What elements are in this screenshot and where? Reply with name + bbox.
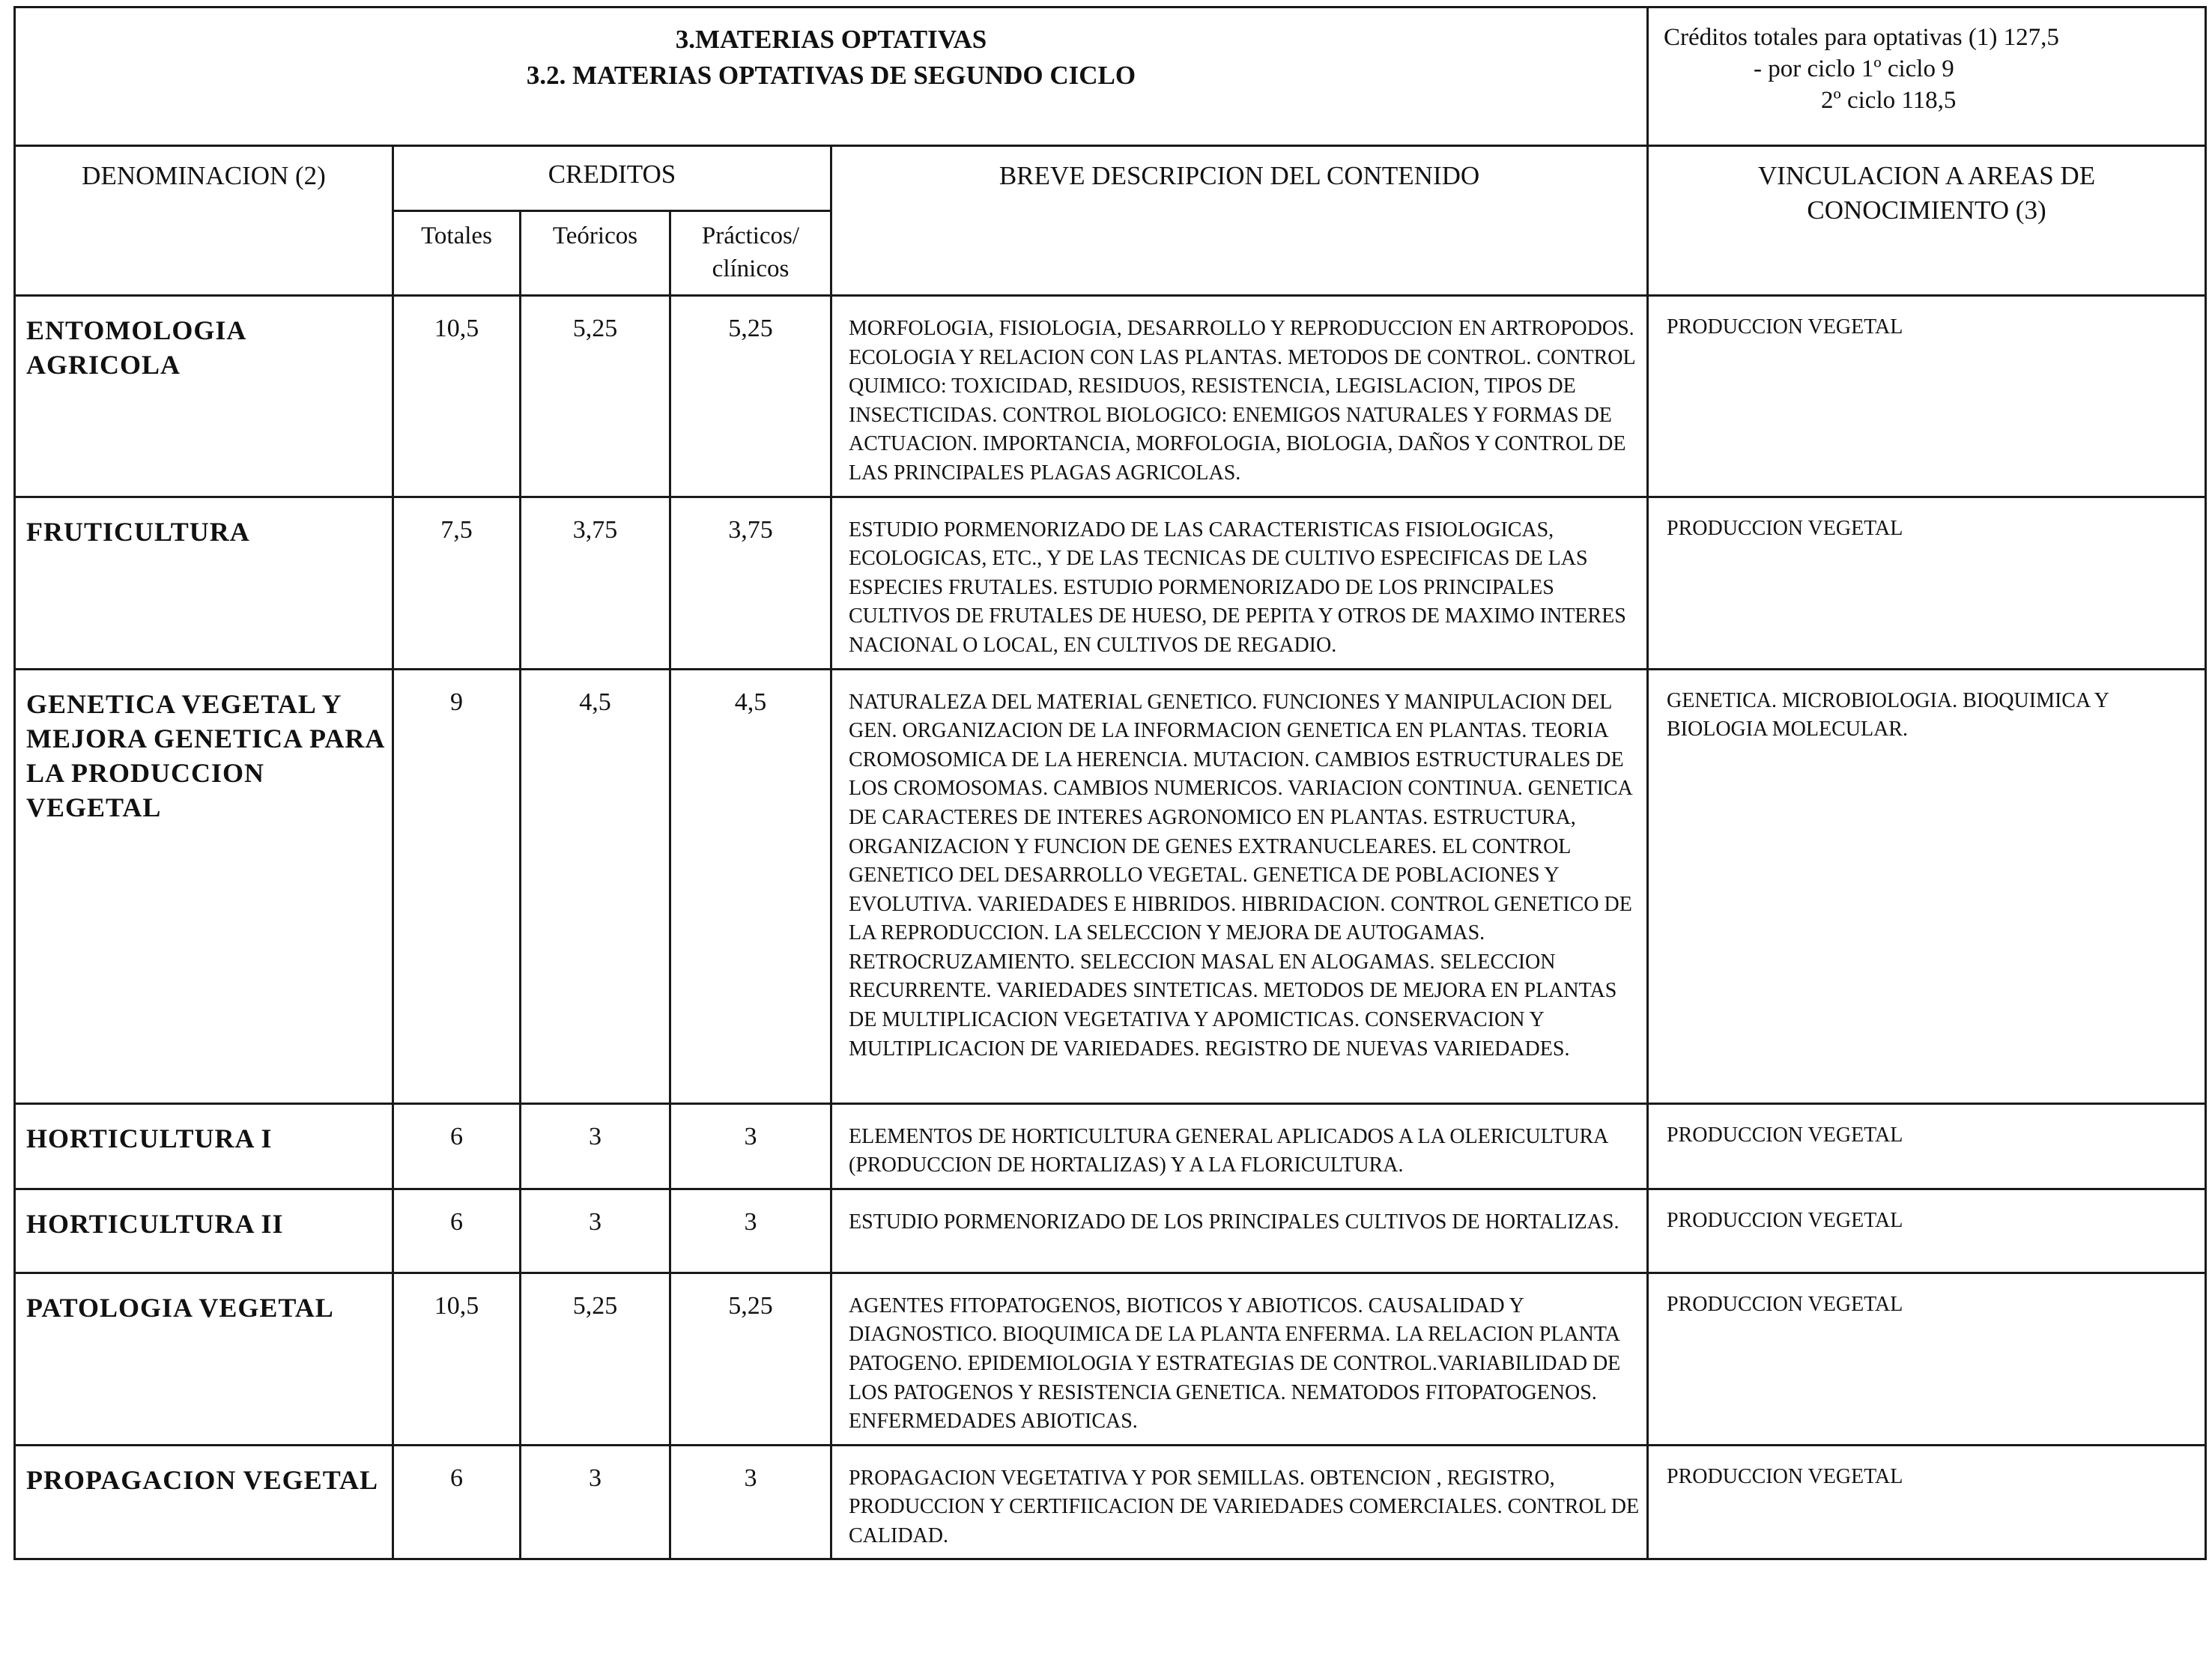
knowledge-area: GENETICA. MICROBIOLOGIA. BIOQUIMICA Y BIOLOGIA MOLECULAR. xyxy=(1648,669,2206,1103)
header-vinculacion xyxy=(1648,146,2206,296)
credits-totales: 10,5 xyxy=(393,1273,521,1445)
credits-teoricos: 5,25 xyxy=(521,1273,670,1445)
header-vinculacion-line-2: CONOCIMIENTO (3) xyxy=(1807,195,2046,225)
knowledge-area: PRODUCCION VEGETAL xyxy=(1648,1189,2206,1273)
subject-name: HORTICULTURA I xyxy=(15,1103,393,1189)
optativas-table xyxy=(13,6,2207,1560)
credits-cycle2-line: 2º ciclo 118,5 xyxy=(1821,87,1957,114)
header-teoricos: Teóricos xyxy=(521,211,670,296)
header-descripcion: BREVE DESCRIPCION DEL CONTENIDO xyxy=(831,146,1648,296)
credits-practicos: 3 xyxy=(670,1189,831,1273)
credits-cycle1-line: - por ciclo 1º ciclo 9 xyxy=(1754,55,1954,82)
credits-totales: 6 xyxy=(393,1189,521,1273)
header-totales: Totales xyxy=(393,211,521,296)
document-page xyxy=(13,6,2205,1560)
credits-totales: 7,5 xyxy=(393,497,521,669)
credits-totales: 10,5 xyxy=(393,296,521,497)
credits-teoricos: 3 xyxy=(521,1445,670,1559)
knowledge-area: PRODUCCION VEGETAL xyxy=(1648,1103,2206,1189)
credits-summary-cell xyxy=(1648,7,2206,146)
table-row xyxy=(15,1189,2206,1273)
subject-name: GENETICA VEGETAL Y MEJORA GENETICA PARA LA PRODUCCION VEGETAL xyxy=(15,669,393,1103)
table-row xyxy=(15,296,2206,497)
subject-description: ELEMENTOS DE HORTICULTURA GENERAL APLICADOS A LA OLERICULTURA (PRODUCCION DE HORTALIZAS) Y A LA FLORICULTURA. xyxy=(831,1103,1648,1189)
subject-name: ENTOMOLOGIA AGRICOLA xyxy=(15,296,393,497)
credits-practicos: 3 xyxy=(670,1445,831,1559)
header-vinculacion-line-1: VINCULACION A AREAS DE xyxy=(1757,161,2096,190)
subject-name: HORTICULTURA II xyxy=(15,1189,393,1273)
title-cell xyxy=(15,7,1648,146)
subject-description: MORFOLOGIA, FISIOLOGIA, DESARROLLO Y REPRODUCCION EN ARTROPODOS. ECOLOGIA Y RELACION CON LAS PLANTAS. METODOS DE CONTROL. CONTROL QUIMICO: TOXICIDAD, RESIDUOS, RESISTENCIA, LEGISLACION, TIPOS DE INSECTICIDAS. CONTROL BIOLOGICO: ENEMIGOS NATURALES Y FORMAS DE ACTUACION. IMPORTANCIA, MORFOLOGIA, BIOLOGIA, DAÑOS Y CONTROL DE LAS PRINCIPALES PLAGAS AGRICOLAS. xyxy=(831,296,1648,497)
header-practicos xyxy=(670,211,831,296)
title-line-1: 3.MATERIAS OPTATIVAS xyxy=(675,25,987,54)
credits-total-line: Créditos totales para optativas (1) 127,5 xyxy=(1664,24,2059,51)
subject-description: PROPAGACION VEGETATIVA Y POR SEMILLAS. OBTENCION , REGISTRO, PRODUCCION Y CERTIFIICACION DE VARIEDADES COMERCIALES. CONTROL DE CALIDAD. xyxy=(831,1445,1648,1559)
subject-name: PATOLOGIA VEGETAL xyxy=(15,1273,393,1445)
knowledge-area: PRODUCCION VEGETAL xyxy=(1648,1273,2206,1445)
table-row xyxy=(15,1103,2206,1189)
table-row xyxy=(15,497,2206,669)
credits-totales: 6 xyxy=(393,1445,521,1559)
knowledge-area: PRODUCCION VEGETAL xyxy=(1648,497,2206,669)
credits-teoricos: 5,25 xyxy=(521,296,670,497)
credits-teoricos: 3 xyxy=(521,1103,670,1189)
knowledge-area: PRODUCCION VEGETAL xyxy=(1648,1445,2206,1559)
credits-totales: 9 xyxy=(393,669,521,1103)
credits-teoricos: 4,5 xyxy=(521,669,670,1103)
credits-teoricos: 3,75 xyxy=(521,497,670,669)
header-practicos-line-1: Prácticos/ xyxy=(701,222,800,249)
credits-practicos: 5,25 xyxy=(670,1273,831,1445)
subject-name: PROPAGACION VEGETAL xyxy=(15,1445,393,1559)
subject-name: FRUTICULTURA xyxy=(15,497,393,669)
header-row xyxy=(15,146,2206,211)
credits-practicos: 4,5 xyxy=(670,669,831,1103)
credits-practicos: 3,75 xyxy=(670,497,831,669)
credits-totales: 6 xyxy=(393,1103,521,1189)
header-denominacion: DENOMINACION (2) xyxy=(15,146,393,296)
subject-description: ESTUDIO PORMENORIZADO DE LAS CARACTERISTICAS FISIOLOGICAS, ECOLOGICAS, ETC., Y DE LAS TECNICAS DE CULTIVO ESPECIFICAS DE LAS ESPECIES FRUTALES. ESTUDIO PORMENORIZADO DE LOS PRINCIPALES CULTIVOS DE FRUTALES DE HUESO, DE PEPITA Y OTROS DE MAXIMO INTERES NACIONAL O LOCAL, EN CULTIVOS DE REGADIO. xyxy=(831,497,1648,669)
title-row xyxy=(15,7,2206,146)
subject-description: AGENTES FITOPATOGENOS, BIOTICOS Y ABIOTICOS. CAUSALIDAD Y DIAGNOSTICO. BIOQUIMICA DE LA PLANTA ENFERMA. LA RELACION PLANTA PATOGENO. EPIDEMIOLOGIA Y ESTRATEGIAS DE CONTROL.VARIABILIDAD DE LOS PATOGENOS Y RESISTENCIA GENETICA. NEMATODOS FITOPATOGENOS. ENFERMEDADES ABIOTICAS. xyxy=(831,1273,1648,1445)
subject-description: ESTUDIO PORMENORIZADO DE LOS PRINCIPALES CULTIVOS DE HORTALIZAS. xyxy=(831,1189,1648,1273)
credits-teoricos: 3 xyxy=(521,1189,670,1273)
header-practicos-line-2: clínicos xyxy=(712,255,790,282)
table-row xyxy=(15,1273,2206,1445)
credits-practicos: 3 xyxy=(670,1103,831,1189)
table-row xyxy=(15,669,2206,1103)
header-creditos: CREDITOS xyxy=(393,146,831,211)
title-line-2: 3.2. MATERIAS OPTATIVAS DE SEGUNDO CICLO xyxy=(526,61,1136,90)
table-row xyxy=(15,1445,2206,1559)
knowledge-area: PRODUCCION VEGETAL xyxy=(1648,296,2206,497)
credits-practicos: 5,25 xyxy=(670,296,831,497)
subject-description: NATURALEZA DEL MATERIAL GENETICO. FUNCIONES Y MANIPULACION DEL GEN. ORGANIZACION DE LA INFORMACION GENETICA EN PLANTAS. TEORIA CROMOSOMICA DE LA HERENCIA. MUTACION. CAMBIOS ESTRUCTURALES DE LOS CROMOSOMAS. CAMBIOS NUMERICOS. VARIACION CONTINUA. GENETICA DE CARACTERES DE INTERES AGRONOMICO EN PLANTAS. ESTRUCTURA, ORGANIZACION Y FUNCION DE GENES EXTRANUCLEARES. EL CONTROL GENETICO DEL DESARROLLO VEGETAL. GENETICA DE POBLACIONES Y EVOLUTIVA. VARIEDADES E HIBRIDOS. HIBRIDACION. CONTROL GENETICO DE LA REPRODUCCION. LA SELECCION Y MEJORA DE AUTOGAMAS. RETROCRUZAMIENTO. SELECCION MASAL EN ALOGAMAS. SELECCION RECURRENTE. VARIEDADES SINTETICAS. METODOS DE MEJORA EN PLANTAS DE MULTIPLICACION VEGETATIVA Y APOMICTICAS. CONSERVACION Y MULTIPLICACION DE VARIEDADES. REGISTRO DE NUEVAS VARIEDADES. xyxy=(831,669,1648,1103)
